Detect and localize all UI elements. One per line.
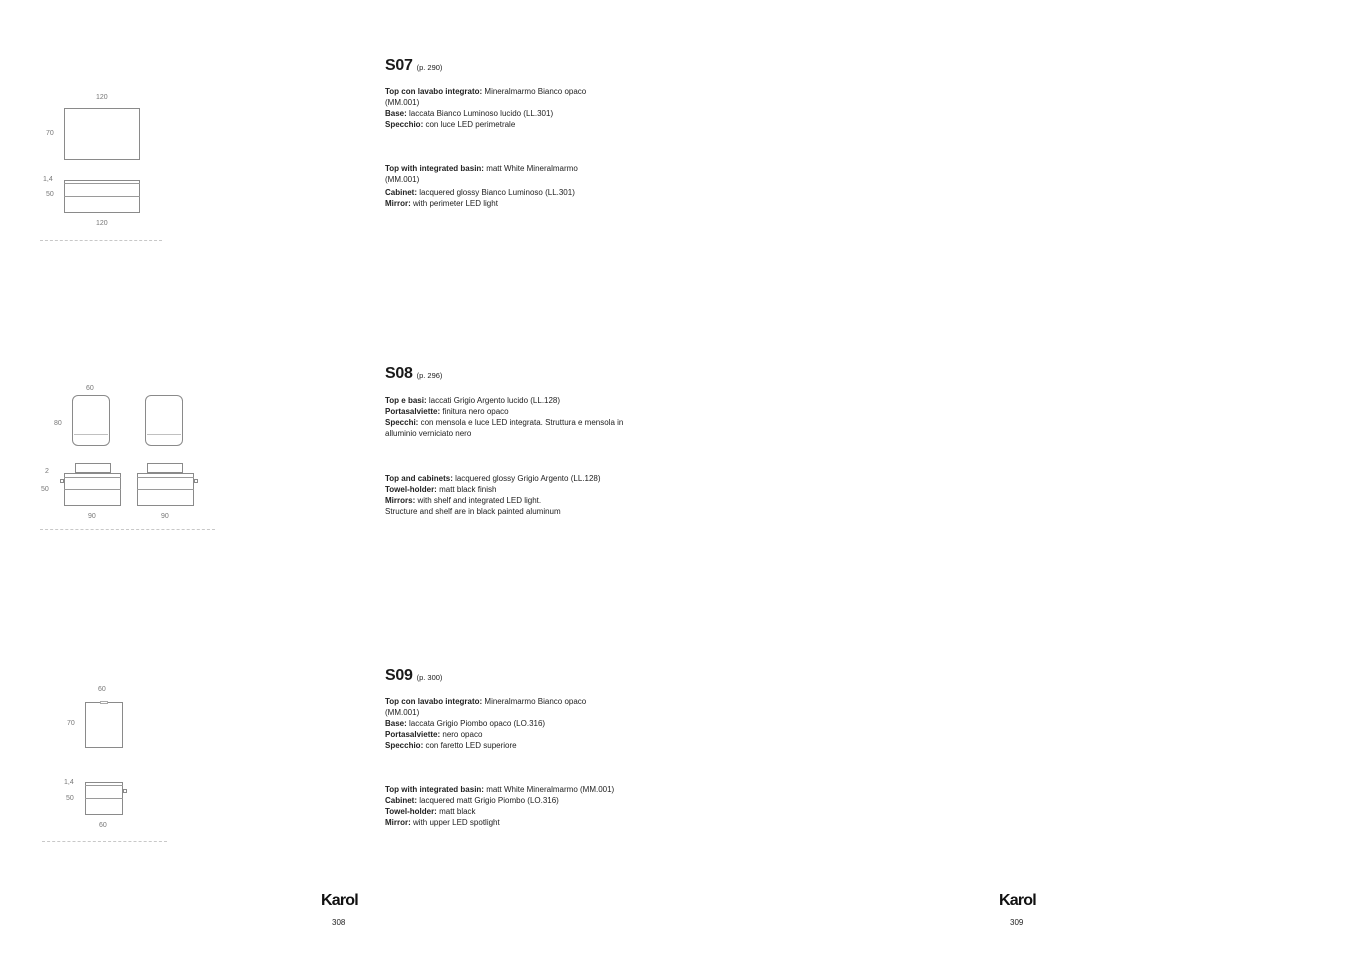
spec-line: Towel-holder: matt black bbox=[385, 807, 476, 816]
spec-line: Portasalviette: finitura nero opaco bbox=[385, 407, 509, 416]
s08-base-right-top bbox=[137, 477, 194, 478]
s09-page-ref: (p. 300) bbox=[416, 673, 443, 682]
s07-base-height: 50 bbox=[46, 191, 54, 198]
spec-line: Specchi: con mensola e luce LED integrata. Struttura e mensola in alluminio verniciato nero bbox=[385, 418, 624, 438]
spec-line: Top with integrated basin: matt White Mineralmarmo (MM.001) bbox=[385, 785, 615, 794]
s08-mirror-width: 60 bbox=[86, 385, 94, 392]
spec-line: Cabinet: lacquered glossy Bianco Luminoso (LL.301) bbox=[385, 188, 575, 197]
spec-line: Cabinet: lacquered matt Grigio Piombo (LO.316) bbox=[385, 796, 559, 805]
spec-line: Top e basi: laccati Grigio Argento lucido (LL.128) bbox=[385, 396, 561, 405]
spec-line: Mirrors: with shelf and integrated LED light. bbox=[385, 496, 542, 505]
s08-towel-holder-left bbox=[60, 479, 64, 483]
spec-line: Top and cabinets: lacquered glossy Grigio Argento (LL.128) bbox=[385, 474, 601, 483]
s09-title bbox=[385, 667, 442, 685]
footer-left-page-number: 308 bbox=[332, 918, 346, 927]
s08-base-left-drawer bbox=[64, 489, 121, 490]
spec-line: Specchio: con luce LED perimetrale bbox=[385, 120, 516, 129]
s09-base-height: 50 bbox=[66, 795, 74, 802]
s08-mirror-right bbox=[145, 395, 183, 446]
spec-line: Structure and shelf are in black painted aluminum bbox=[385, 507, 561, 516]
s07-mirror-height: 70 bbox=[46, 130, 54, 137]
spec-line: Mirror: with perimeter LED light bbox=[385, 199, 498, 208]
s09-towel-holder bbox=[123, 789, 127, 793]
s09-mirror-height: 70 bbox=[67, 720, 75, 727]
spec-line: Top con lavabo integrato: Mineralmarmo Bianco opaco (MM.001) bbox=[385, 87, 587, 107]
s09-base-width: 60 bbox=[99, 822, 107, 829]
s07-page-ref: (p. 290) bbox=[416, 63, 443, 72]
spec-line: Mirror: with upper LED spotlight bbox=[385, 818, 500, 827]
s07-mirror-width: 120 bbox=[96, 94, 108, 101]
s09-mirror-outline bbox=[85, 702, 123, 748]
s07-description-en bbox=[385, 163, 600, 209]
spec-line: Base: laccata Grigio Piombo opaco (LO.316) bbox=[385, 719, 546, 728]
s08-description-en bbox=[385, 473, 645, 517]
s09-description-en bbox=[385, 784, 645, 828]
spec-line: Specchio: con faretto LED superiore bbox=[385, 741, 517, 750]
s07-top-line bbox=[64, 183, 140, 184]
s07-mirror-outline bbox=[64, 108, 140, 160]
s08-base-width-left: 90 bbox=[88, 513, 96, 520]
s09-top-thickness: 1,4 bbox=[64, 779, 74, 786]
footer-right-page-number: 309 bbox=[1010, 918, 1024, 927]
s09-divider bbox=[42, 841, 167, 842]
s07-drawer-line bbox=[64, 196, 140, 197]
s08-base-width-right: 90 bbox=[161, 513, 169, 520]
s08-mirror-right-shelf bbox=[147, 434, 181, 435]
s08-base-left-top bbox=[64, 477, 121, 478]
s08-title bbox=[385, 365, 442, 383]
s08-base-right-drawer bbox=[137, 489, 194, 490]
s08-description-it bbox=[385, 395, 640, 439]
s08-base-height: 50 bbox=[41, 486, 49, 493]
s08-towel-holder-right bbox=[194, 479, 198, 483]
s08-divider bbox=[40, 529, 215, 530]
s08-mirror-left bbox=[72, 395, 110, 446]
footer-right-logo: Karol bbox=[999, 892, 1036, 909]
s08-page-ref: (p. 296) bbox=[416, 371, 443, 380]
s09-code: S09 bbox=[385, 667, 413, 684]
s09-description-it bbox=[385, 696, 615, 751]
s09-top-line bbox=[85, 785, 123, 786]
s07-description-it bbox=[385, 86, 615, 130]
spec-line: Top with integrated basin: matt White Mineralmarmo (MM.001) bbox=[385, 164, 578, 184]
s08-code: S08 bbox=[385, 365, 413, 382]
s08-basin-left bbox=[75, 463, 111, 473]
s08-mirror-height: 80 bbox=[54, 420, 62, 427]
s08-top-thickness: 2 bbox=[45, 468, 49, 475]
footer-left-logo: Karol bbox=[321, 892, 358, 909]
spec-line: Portasalviette: nero opaco bbox=[385, 730, 483, 739]
spec-line: Towel-holder: matt black finish bbox=[385, 485, 497, 494]
s07-title bbox=[385, 57, 442, 75]
s09-spotlight bbox=[100, 701, 108, 704]
s08-basin-right bbox=[147, 463, 183, 473]
spec-line: Top con lavabo integrato: Mineralmarmo Bianco opaco (MM.001) bbox=[385, 697, 587, 717]
s09-drawer-line bbox=[85, 798, 123, 799]
s07-base-width: 120 bbox=[96, 220, 108, 227]
s09-mirror-width: 60 bbox=[98, 686, 106, 693]
s07-top-thickness: 1,4 bbox=[43, 176, 53, 183]
spec-line: Base: laccata Bianco Luminoso lucido (LL.301) bbox=[385, 109, 554, 118]
s08-mirror-left-shelf bbox=[74, 434, 108, 435]
s07-code: S07 bbox=[385, 57, 413, 74]
s07-divider bbox=[40, 240, 162, 241]
